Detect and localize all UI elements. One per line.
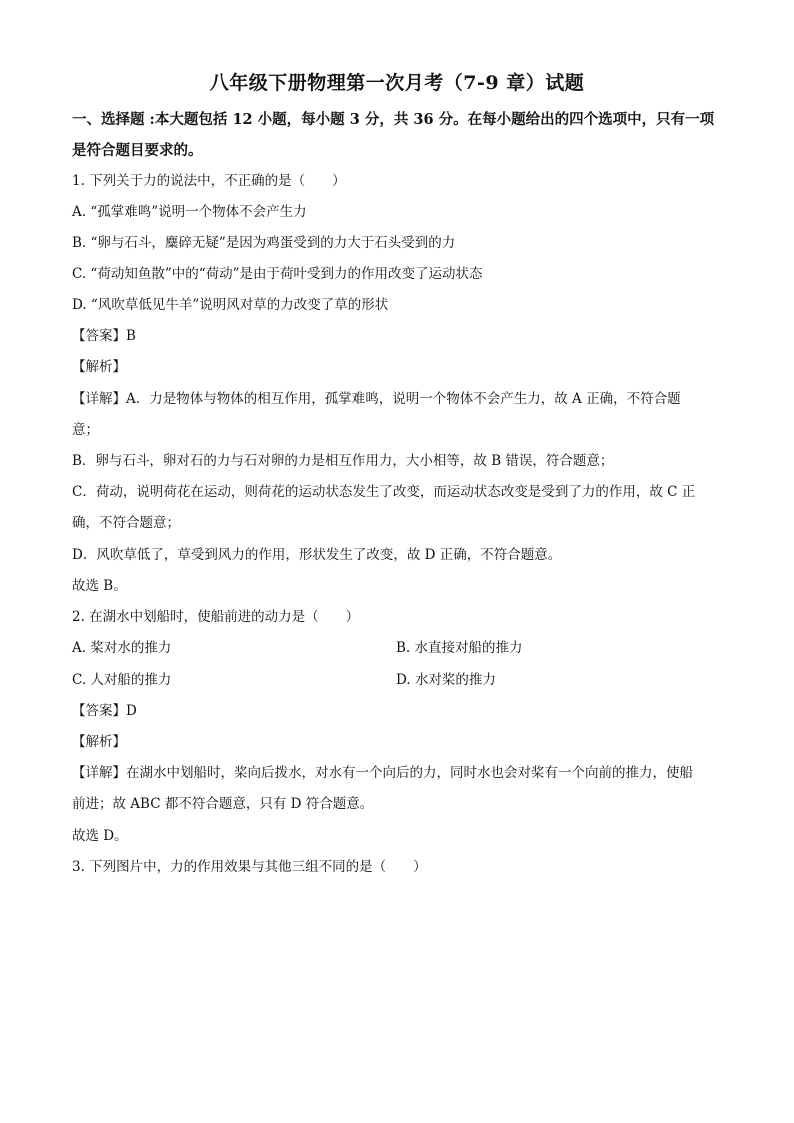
q1-detail-line: C．荷动，说明荷花在运动，则荷花的运动状态发生了改变，而运动状态改变是受到了力的作用，故 C 正 [72, 484, 696, 500]
q2-detail-line: 前进；故 ABC 都不符合题意，只有 D 符合题意。 [72, 796, 374, 812]
q1-option-c: C. “荷动知鱼散”中的“荷动”是由于荷叶受到力的作用改变了运动状态 [72, 266, 483, 282]
page-title: 八年级下册物理第一次月考（7-9 章）试题 [209, 72, 585, 94]
q2-option-a: A. 桨对水的推力 [72, 640, 172, 656]
q2-stem: 2. 在湖水中划船时，使船前进的动力是（ ） [72, 609, 360, 625]
q1-detail-line: D．风吹草低了，草受到风力的作用，形状发生了改变，故 D 正确，不符合题意。 [72, 547, 562, 563]
q2-option-b: B. 水直接对船的推力 [396, 640, 523, 656]
q1-stem: 1. 下列关于力的说法中，不正确的是（ ） [72, 173, 346, 189]
q1-detail-line: B．卵与石斗，卵对石的力与石对卵的力是相互作用力，大小相等，故 B 错误，符合题意； [72, 453, 614, 469]
q1-analysis-label: 【解析】 [72, 359, 126, 375]
q1-option-a: A. “孤掌难鸣”说明一个物体不会产生力 [72, 204, 307, 220]
q3-stem: 3. 下列图片中，力的作用效果与其他三组不同的是（ ） [72, 859, 427, 875]
q1-conclusion: 故选 B。 [72, 578, 127, 594]
q2-analysis-label: 【解析】 [72, 734, 126, 750]
q1-answer: 【答案】B [72, 328, 136, 344]
q1-detail-line: 意； [72, 422, 99, 438]
q1-detail-line: 确，不符合题意； [72, 515, 180, 531]
section-heading: 一、选择题 :本大题包括 12 小题，每小题 3 分，共 36 分。在每小题给出的四个选项中，只有一项是符合题目要求的。 [72, 111, 715, 159]
q1-option-d: D. “风吹草低见牛羊”说明风对草的力改变了草的形状 [72, 297, 389, 313]
q2-option-c: C. 人对船的推力 [72, 672, 172, 688]
q1-detail-line: 【详解】A．力是物体与物体的相互作用，孤掌难鸣，说明一个物体不会产生力，故 A 正确，不符合题 [72, 391, 681, 407]
q2-detail-line: 【详解】在湖水中划船时，桨向后拨水，对水有一个向后的力，同时水也会对桨有一个向前的推力，使船 [72, 765, 693, 781]
q2-option-d: D. 水对桨的推力 [396, 672, 496, 688]
q2-answer: 【答案】D [72, 703, 137, 719]
q2-conclusion: 故选 D。 [72, 828, 128, 844]
q1-option-b: B. “卵与石斗，麋碎无疑”是因为鸡蛋受到的力大于石头受到的力 [72, 235, 456, 251]
